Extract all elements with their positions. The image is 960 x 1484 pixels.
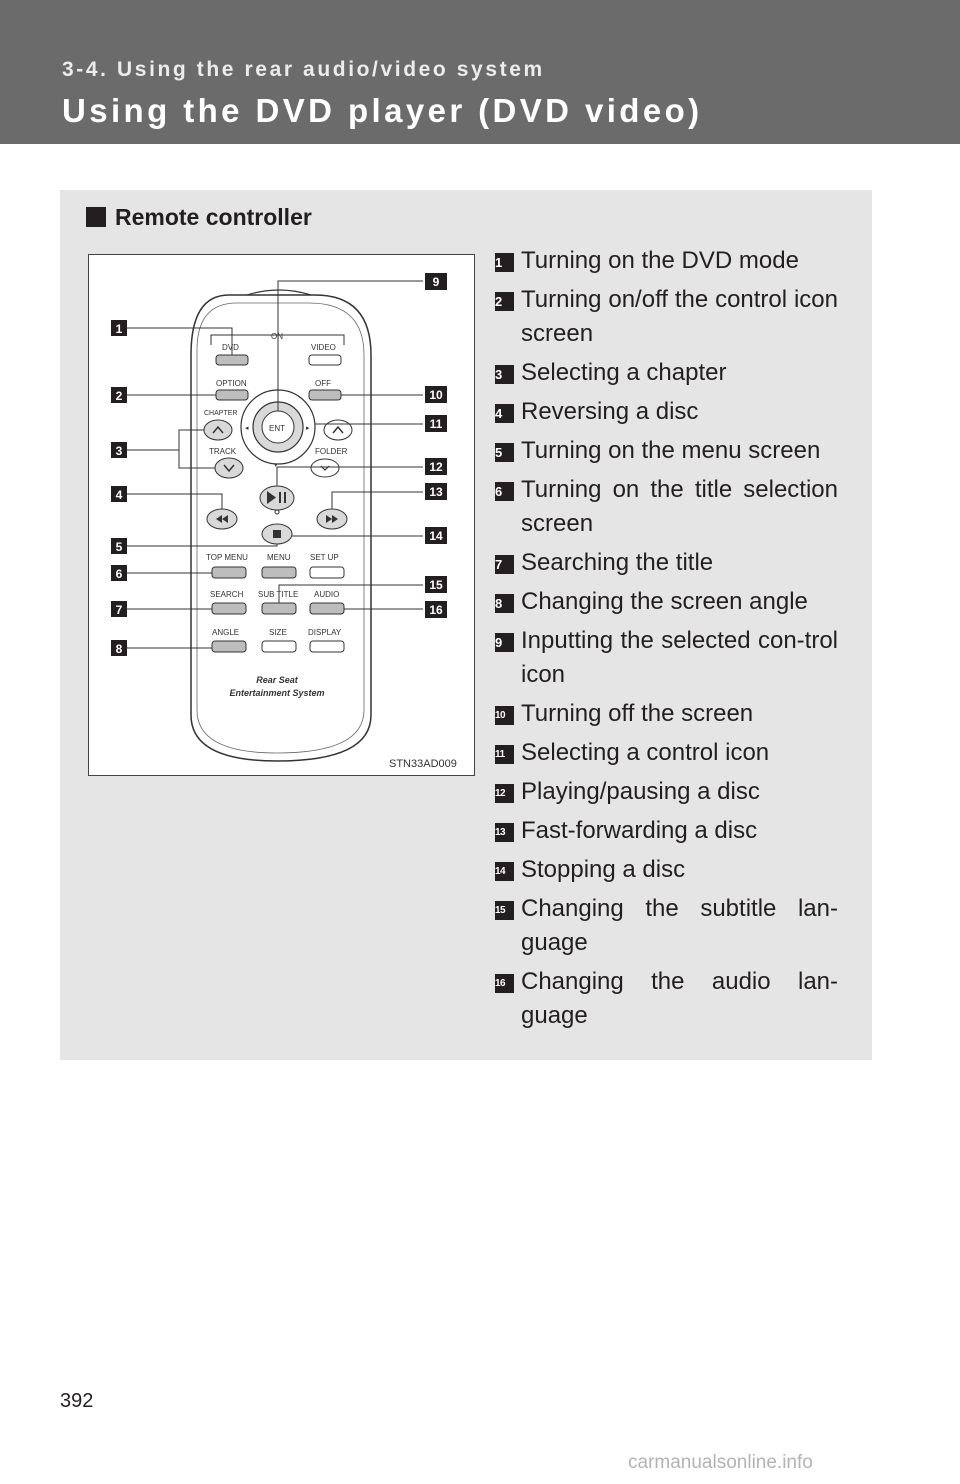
item-number-badge: 15: [495, 901, 514, 920]
item-text: Turning on the title selection screen: [521, 476, 838, 537]
callout-12: 12: [429, 460, 443, 474]
video-button[interactable]: [309, 355, 341, 365]
pause-icon: [279, 492, 281, 503]
list-item: [495, 434, 838, 468]
folder-label: FOLDER: [315, 447, 348, 456]
item-number-badge: 16: [495, 974, 514, 993]
list-item: [495, 775, 838, 809]
item-text: Stopping a disc: [521, 856, 686, 883]
off-label: OFF: [315, 379, 331, 388]
item-text: Inputting the selected con-trol icon: [521, 627, 838, 688]
item-number-badge: 9: [495, 633, 514, 652]
callout-14: 14: [429, 529, 443, 543]
list-item: [495, 395, 838, 429]
page-title: Using the DVD player (DVD video): [62, 92, 703, 129]
callout-5: 5: [115, 540, 123, 554]
callout-13: 13: [429, 485, 443, 499]
folder-up-button[interactable]: [324, 420, 352, 440]
callout-16: 16: [429, 603, 443, 617]
track-down-button[interactable]: [215, 458, 243, 478]
watermark: carmanualsonline.info: [628, 1452, 813, 1473]
search-label: SEARCH: [210, 590, 244, 599]
angle-button[interactable]: [212, 641, 246, 652]
brand-line1: Rear Seat: [256, 675, 298, 685]
callout-11: 11: [429, 417, 443, 431]
page-number: 392: [60, 1390, 94, 1412]
left-arrow-icon: ◂: [245, 425, 249, 432]
audio-label: AUDIO: [314, 590, 340, 599]
callout-7: 7: [115, 603, 123, 617]
item-number-badge: 8: [495, 594, 514, 613]
callout-3: 3: [115, 444, 123, 458]
item-text: Turning on the menu screen: [521, 437, 821, 464]
list-item: [495, 814, 838, 848]
section-label: 3-4. Using the rear audio/video system: [62, 58, 545, 81]
item-text: Changing the screen angle: [521, 588, 808, 615]
option-label: OPTION: [216, 379, 247, 388]
subheading-text: Remote controller: [115, 204, 312, 230]
off-button[interactable]: [309, 390, 341, 400]
list-item: [495, 283, 838, 351]
item-text: Searching the title: [521, 549, 714, 576]
list-item: [495, 356, 838, 390]
list-item: [495, 853, 838, 887]
subtitle-label: SUB TITLE: [258, 590, 299, 599]
item-text: Turning on/off the control icon screen: [521, 286, 838, 347]
on-label: ON: [271, 332, 283, 341]
ent-label: ENT: [269, 424, 285, 433]
callout-10: 10: [429, 388, 443, 402]
item-text: Changing the subtitle lan-guage: [521, 895, 838, 956]
dvd-label: DVD: [222, 343, 239, 352]
callout-4: 4: [115, 488, 123, 502]
item-text: Fast-forwarding a disc: [521, 817, 758, 844]
remote-figure: [88, 254, 475, 776]
list-item: [495, 965, 838, 1033]
display-button[interactable]: [310, 641, 344, 652]
callout-2: 2: [115, 389, 123, 403]
menu-button[interactable]: [262, 567, 296, 578]
item-number-badge: 7: [495, 555, 514, 574]
setup-button[interactable]: [310, 567, 344, 578]
item-text: Playing/pausing a disc: [521, 778, 760, 805]
down-arrow-icon: ▾: [274, 462, 278, 469]
right-arrow-icon: ▸: [306, 425, 310, 432]
top-menu-label: TOP MENU: [206, 553, 248, 562]
list-item: [495, 244, 838, 278]
list-item: [495, 585, 838, 619]
function-list: [495, 244, 838, 1038]
display-label: DISPLAY: [308, 628, 342, 637]
item-number-badge: 2: [495, 292, 514, 311]
figure-code: STN33AD009: [389, 758, 457, 770]
item-number-badge: 1: [495, 253, 514, 272]
subheading: [86, 204, 312, 231]
item-text: Selecting a control icon: [521, 739, 770, 766]
top-menu-button[interactable]: [212, 567, 246, 578]
stop-icon: [273, 530, 281, 538]
brand-line2: Entertainment System: [229, 688, 325, 698]
item-text: Changing the audio lan-guage: [521, 968, 838, 1029]
item-number-badge: 14: [495, 862, 514, 881]
dvd-button[interactable]: [216, 355, 248, 365]
list-item: [495, 736, 838, 770]
list-item: [495, 892, 838, 960]
list-item: [495, 697, 838, 731]
item-number-badge: 13: [495, 823, 514, 842]
list-item: [495, 473, 838, 541]
item-number-badge: 3: [495, 365, 514, 384]
audio-button[interactable]: [310, 603, 344, 614]
header-bar: [0, 0, 960, 144]
remote-illustration: [89, 255, 474, 775]
item-number-badge: 6: [495, 482, 514, 501]
item-text: Reversing a disc: [521, 398, 699, 425]
chapter-up-button[interactable]: [204, 420, 232, 440]
item-number-badge: 5: [495, 443, 514, 462]
chapter-label: CHAPTER: [204, 410, 238, 417]
play-pause-button[interactable]: [260, 486, 294, 510]
setup-label: SET UP: [310, 553, 339, 562]
menu-label: MENU: [267, 553, 291, 562]
folder-down-button[interactable]: [311, 459, 339, 477]
video-label: VIDEO: [311, 343, 336, 352]
callout-9: 9: [432, 275, 440, 289]
option-button[interactable]: [216, 390, 248, 400]
callout-15: 15: [429, 578, 443, 592]
callout-8: 8: [115, 642, 123, 656]
item-number-badge: 12: [495, 784, 514, 803]
search-button[interactable]: [212, 603, 246, 614]
size-button[interactable]: [262, 641, 296, 652]
item-text: Selecting a chapter: [521, 359, 727, 386]
item-number-badge: 10: [495, 706, 514, 725]
callout-6: 6: [115, 567, 123, 581]
item-text: Turning on the DVD mode: [521, 247, 799, 274]
item-number-badge: 4: [495, 404, 514, 423]
subtitle-button[interactable]: [262, 603, 296, 614]
item-number-badge: 11: [495, 745, 514, 764]
size-label: SIZE: [269, 628, 287, 637]
callout-1: 1: [115, 322, 123, 336]
square-bullet-icon: [86, 207, 106, 227]
angle-label: ANGLE: [212, 628, 240, 637]
item-text: Turning off the screen: [521, 700, 754, 727]
track-label: TRACK: [209, 447, 237, 456]
list-item: [495, 546, 838, 580]
list-item: [495, 624, 838, 692]
